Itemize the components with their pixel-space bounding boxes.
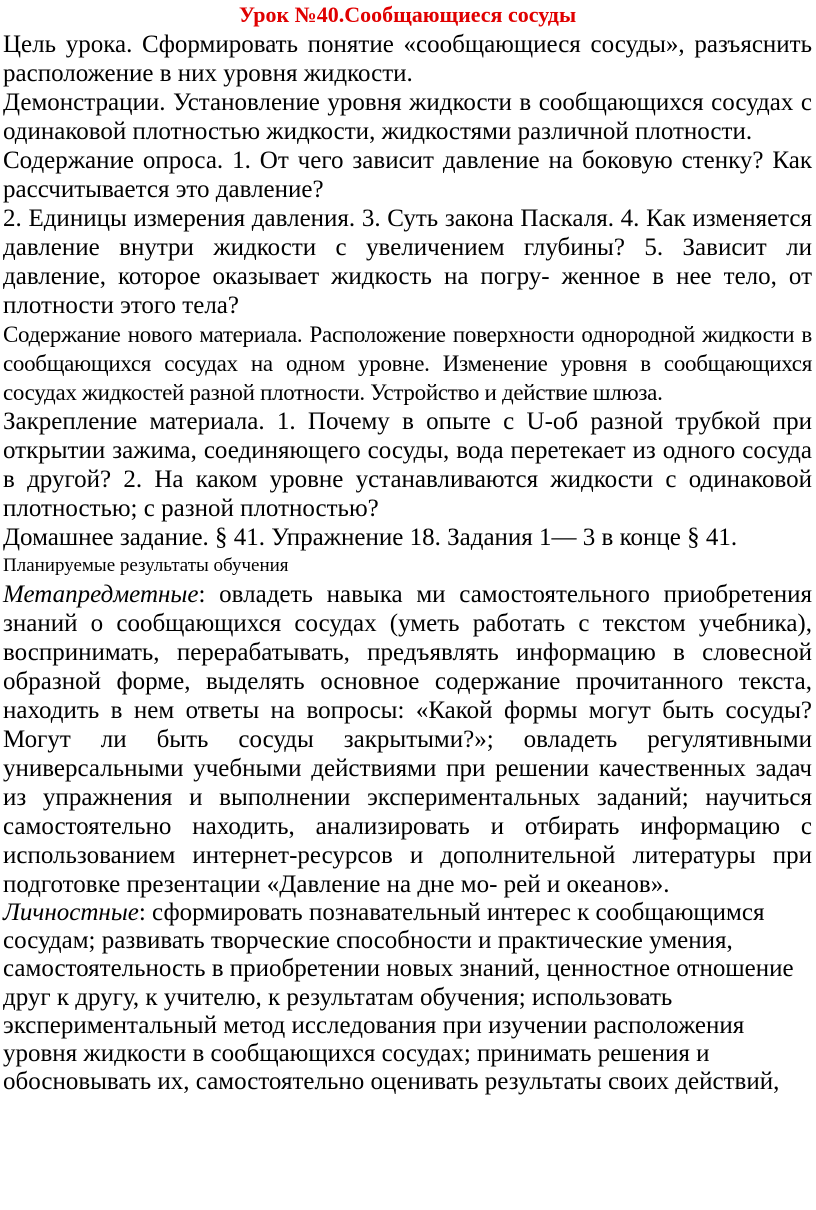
personal-label: Личностные: [3, 899, 139, 926]
demonstrations: Демонстрации. Установление уровня жидкости в сообщающихся сосудах с одинаковой плотностью жидкости, жидкостями различной плотности.: [3, 89, 812, 145]
lesson-goal: Цель урока. Сформировать понятие «сообщающиеся сосуды», разъяснить расположение в них уровня жидкости.: [3, 31, 812, 87]
consolidation: Закрепление материала. 1. Почему в опыте с U-об разной трубкой при открытии зажима, соединяющего сосуды, вода перетекает из одного сосуда в другой? 2. На каком уровне устанавливаются жидкости с одинаковой плотностью; с разной плотностью?: [3, 408, 812, 522]
personal-text: : сформировать познавательный интерес к сообщающимся сосудам; развивать творческие способности и практические умения, самостоятельность в приобретении новых знаний, ценностное отношение друг к другу, к учителю, к результатам обучения; использовать экспериментальный метод исследования при изучении расположения уровня жидкости в сообщающихся сосудах; принимать решения и обосновывать их, самостоятельно оценивать результаты своих действий,: [3, 899, 794, 1096]
new-material: Содержание нового материала. Расположение поверхности однородной жидкости в сообщающихся сосудах на одном уровне. Изменение уровня в сообщающихся сосудах жидкостей разной плотности. Устройство и действие шлюза.: [3, 322, 812, 405]
survey-questions: 2. Единицы измерения давления. 3. Суть закона Паскаля. 4. Как изменяется давление внутри жидкости с увеличением глубины? 5. Зависит ли давление, которое оказывает жидкость на погру- женное в нее тело, от плотности этого тела?: [3, 205, 812, 319]
survey-content: Содержание опроса. 1. От чего зависит давление на боковую стенку? Как рассчитывается это давление?: [3, 147, 812, 203]
results-heading: Планируемые результаты обучения: [3, 555, 289, 576]
meta-label: Метапредметные: [3, 581, 199, 608]
meta-text: : овладеть навыка ми самостоятельного приобретения знаний о сообщающихся сосудах (уметь работать с текстом учебника), воспринимать, перерабатывать, предъявлять информацию в словесной образной форме, выделять основное содержание прочитанного текста, находить в нем ответы на вопросы: «Какой формы могут быть сосуды? Могут ли быть сосуды закрытыми?»; овладеть регулятивными универсальными учебными действиями при решении качественных задач из упражнения и выполнении экспериментальных заданий; научиться самостоятельно находить, анализировать и отбирать информацию с использованием интернет-ресурсов и дополнительной литературы при подготовке презентации «Давление на дне мо- рей и океанов».: [3, 581, 812, 898]
lesson-title: Урок №40.Сообщающиеся сосуды: [238, 2, 577, 27]
homework: Домашнее задание. § 41. Упражнение 18. Задания 1— 3 в конце § 41.: [3, 524, 738, 551]
meta-results: [3, 580, 812, 899]
personal-results: [3, 899, 812, 1096]
